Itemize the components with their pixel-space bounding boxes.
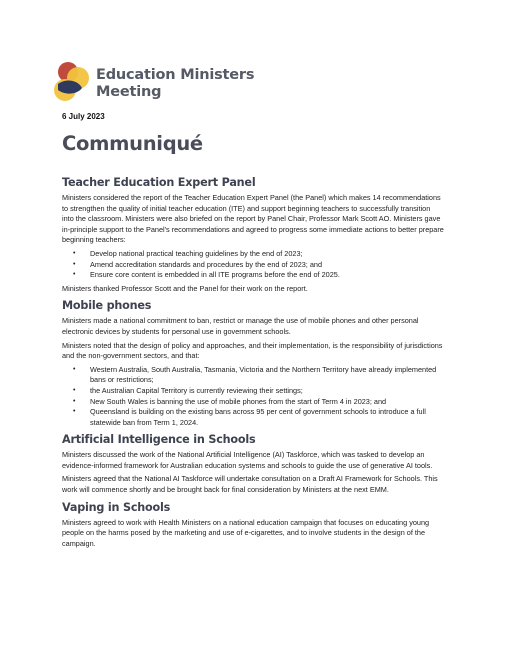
section-teacher-education [62, 176, 444, 294]
document-body [62, 176, 444, 554]
paragraph: Ministers thanked Professor Scott and the Panel for their work on the report. [62, 283, 308, 293]
bullet-icon: • [73, 249, 76, 257]
bullet-icon: • [73, 271, 76, 279]
list-item [73, 259, 444, 271]
paragraph: Ministers made a national commitment to ban, restrict or manage the use of mobile phones and other personal electronic devices by students for personal use in government schools. [62, 316, 419, 336]
bullet-icon: • [73, 260, 76, 268]
list-item [73, 407, 444, 428]
section-mobile-phones [62, 299, 444, 428]
section-heading: Teacher Education Expert Panel [62, 176, 256, 189]
paragraph: Ministers considered the report of the Teacher Education Expert Panel (the Panel) which makes 14 recommendations to strengthen the quality of initial teacher education (ITE) and support beginning teachers to successfully transition into the classroom. Ministers were also briefed on the report by Panel Chair, Professor Mark Scott AO. Ministers gave in-principle support to the Panel's recommendations and agreed to progress some immediate actions to better prepare beginning teachers: [62, 193, 444, 245]
organization-name-line1: Education Ministers [96, 67, 255, 83]
paragraph: Ministers agreed to work with Health Ministers on a national education campaign that focuses on educating young people on the harms posed by the marketing and use of e-cigarettes, and to involve students in the design of the campaign. [62, 517, 430, 548]
section-artificial-intelligence [62, 433, 444, 495]
paragraph: Ministers discussed the work of the National Artificial Intelligence (AI) Taskforce, which was tasked to develop an evidence-informed framework for Australian education systems and schools to guide the use of generative AI tools. [62, 450, 433, 470]
list-item [73, 385, 444, 397]
list-item-text: Develop national practical teaching guidelines by the end of 2023; [90, 248, 303, 258]
education-ministers-logo-icon [52, 60, 92, 104]
paragraph: Ministers noted that the design of policy and approaches, and their implementation, is the responsibility of jurisdictions and the non-government sectors, and that: [62, 340, 443, 361]
list-item-text: Ensure core content is embedded in all ITE programs before the end of 2025. [90, 270, 340, 280]
bullet-icon: • [73, 397, 76, 405]
organization-name [96, 67, 254, 101]
bullet-icon: • [73, 386, 76, 394]
bullet-icon: • [73, 408, 76, 416]
section-heading: Mobile phones [62, 299, 152, 313]
list-item [73, 270, 444, 281]
bullet-list [62, 365, 444, 429]
section-vaping [62, 501, 444, 550]
bullet-list [62, 249, 444, 281]
organization-name-line2: Meeting [96, 84, 162, 100]
page-title: Communiqué [62, 132, 203, 155]
list-item-text: Western Australia, South Australia, Tasmania, Victoria and the Northern Territory have already implemented bans or restrictions; [90, 364, 437, 385]
list-item-text: Amend accreditation standards and procedures by the end of 2023; and [90, 259, 323, 269]
document-date: 6 July 2023 [62, 112, 105, 121]
bullet-icon: • [73, 365, 76, 373]
section-heading: Vaping in Schools [62, 500, 171, 514]
list-item [73, 364, 444, 386]
section-heading: Artificial Intelligence in Schools [62, 433, 256, 447]
list-item-text: New South Wales is banning the use of mobile phones from the start of Term 4 in 2023; and [90, 396, 387, 406]
list-item [73, 396, 444, 408]
list-item [73, 248, 444, 260]
list-item-text: the Australian Capital Territory is currently reviewing their settings; [90, 385, 303, 395]
paragraph: Ministers agreed that the National AI Taskforce will undertake consultation on a Draft AI Framework for Schools. This work will commence shortly and be brought back for final consideration by Ministers at the next EMM. [62, 474, 438, 495]
list-item-text: Queensland is building on the existing bans across 95 per cent of government schools to introduce a full statewide ban from Term 1, 2024. [90, 407, 426, 427]
